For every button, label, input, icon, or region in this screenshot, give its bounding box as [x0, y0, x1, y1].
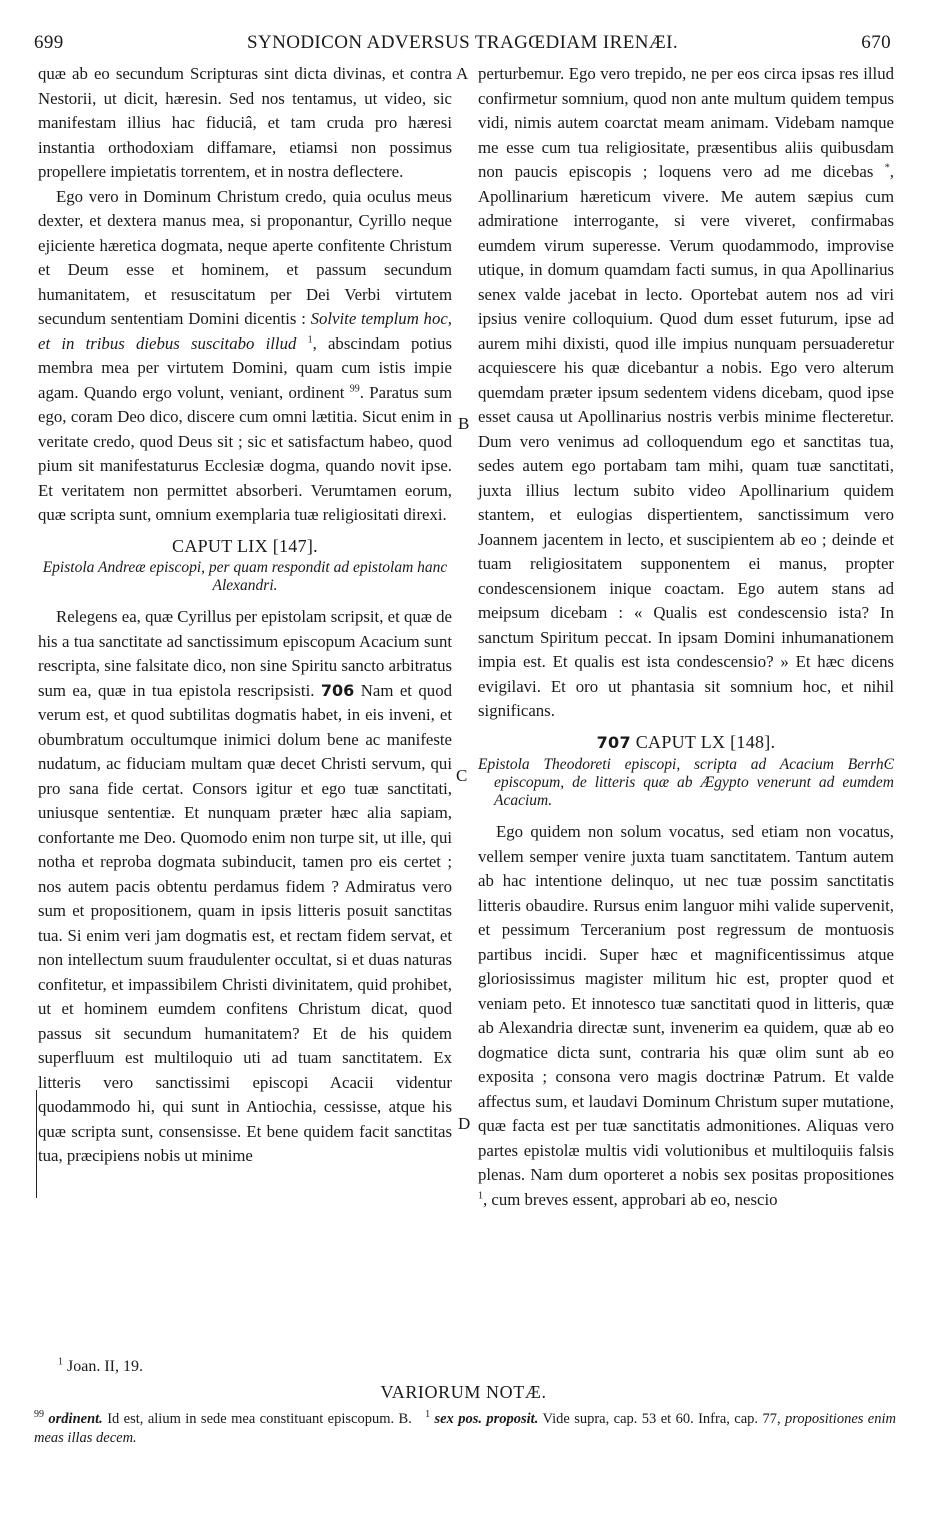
left-paragraph-3 — [38, 605, 452, 1169]
chapter-subtitle-lix: Epistola Andreæ episcopi, per quam respondit ad epistolam hanc Alexandri. — [42, 559, 448, 594]
left-paragraph-1: quæ ab eo secundum Scripturas sint dicta divinas, et contra Nestorii, ut dicit, hæresin. Sed nos tentamus, ut video, sic manifestam illius hac fiduciâ, et tam cruda pro hæresi instantia orthodoxiam diffamare, etiamsi non possimus propellere impietatis torrentem, et in nostra deflectere. — [38, 64, 452, 181]
right-paragraph-1 — [478, 62, 894, 724]
note-italic-text: propositiones enim meas illas decem. — [34, 1411, 896, 1446]
margin-marker-c: C — [456, 766, 468, 785]
right-column — [478, 62, 894, 1212]
note-text: Id est, alium in sede mea constituant episcopum. B. — [102, 1411, 412, 1427]
text-run: , abscindam potius membra mea per virtutem Domini, quam cum istis impie agam. Quando ergo volunt, veniant, ordinent — [38, 333, 452, 402]
right-paragraph-2 — [478, 820, 894, 1212]
note-lemma: sex pos. proposit. — [430, 1411, 539, 1427]
variorum-notes — [34, 1410, 896, 1448]
running-title: SYNODICON ADVERSUS TRAGŒDIAM IRENÆI. — [246, 32, 679, 53]
chapter-title: CAPUT LX [148]. — [630, 731, 776, 752]
margin-marker-d: D — [458, 1114, 471, 1133]
margin-rule — [36, 1090, 37, 1198]
text-run: perturbemur. Ego vero trepido, ne per eos circa ipsas res illud confirmetur somnium, quod non ante multum quidem tempus vidi, nimis autem coarctat meam animam. Videbam namque me esse cum tua religiositate, præsentibus aliis quibusdam non paucis episcopis ; loquens vero ad me dicebas — [478, 64, 894, 181]
migne-column-number: 706 — [320, 680, 355, 700]
variorum-title: VARIORUM NOTÆ. — [380, 1382, 547, 1402]
margin-marker-a: A — [456, 64, 469, 83]
footnote — [58, 1358, 143, 1376]
footnote-text: Joan. II, 19. — [63, 1358, 143, 1375]
scripture-quote: Solvite templum hoc, et in tribus diebus suscitabo illud — [38, 309, 452, 353]
note-lemma: ordinent. — [44, 1411, 103, 1427]
page-number-left: 699 — [34, 32, 64, 53]
footnote-mark: 1 — [58, 1356, 63, 1368]
text-run: . Paratus sum ego, coram Deo dico, discere cum omni lætitia. Sicut enim in veritate credo, quod Deus sit ; sic et satisfactum habeo, quod pium sit manifestaturus Ecclesiæ dogma, quando novit ipse. Et veritatem non permittet absorberi. Verumtamen eorum, quæ scripta sunt, omnium exemplaria tuæ religiositati direxi. — [38, 382, 452, 524]
text-run: Ego vero in Dominum Christum credo, quia oculus meus dexter, et dextera manus mea, si proponantur, Cyrillo neque ejiciente hæretica dogmata, neque aperte confitente Christum et Deum esse et hominem, et passum secundum humanitatem, et resuscitatum per Dei Verbi virtutem secundum sententiam Domini dicentis : — [38, 186, 452, 328]
chapter-subtitle-lx: Epistola Theodoreti episcopi, scripta ad Acacium BerrhϾ episcopum, de litteris quæ ab Ægypto venerunt ad eumdem Acacium. — [478, 756, 894, 809]
note-mark: 1 — [425, 1409, 431, 1421]
chapter-heading-lix: CAPUT LIX [147]. — [172, 535, 318, 556]
page-number-right: 670 — [861, 32, 891, 53]
running-header — [34, 32, 891, 58]
asterisk-ref: * — [884, 162, 890, 174]
margin-marker-b: B — [458, 414, 470, 433]
note-ref: 99 — [349, 382, 360, 394]
migne-column-number: 707 — [596, 732, 631, 752]
note-mark: 99 — [34, 1409, 44, 1421]
footnote-ref: 1 — [307, 333, 313, 345]
note-text: Vide supra, cap. 53 et 60. Infra, cap. 77, — [538, 1411, 785, 1427]
left-column — [38, 62, 452, 1169]
text-run: , cum breves essent, approbari ab eo, nescio — [483, 1189, 778, 1209]
chapter-heading-lx — [478, 730, 894, 756]
left-paragraph-2 — [38, 185, 452, 528]
text-run: Relegens ea, quæ Cyrillus per epistolam scripsit, et quæ de his a tua sanctitate ad sanctissimum episcopum Acacium sunt rescripta, sine falsitate dico, non sine Spiritu sancto arbitratus sum ea, quæ in tua epistola rescripsisti. — [38, 607, 452, 700]
text-run: , Apollinarium hæreticum vivere. Me autem sæpius cum admiratione interrogante, si vere viveret, confirmabas eumdem virum superesse. Verum quodammodo, improvise utique, in domum quamdam facti sumus, in qua Apollinarius senex valde jacebat in lecto. Oportebat autem nos ad viri ipsius venire colloquium. Quod dum esset futurum, ipse ad aurem mihi dixisti, quod ille impius nunquam persuaderetur acquiescere his quæ dicebantur a nobis. Ego vero alterum quemdam præter ipsum sedentem videns dicebam, quod ipse esset causa ut Apollinarius nostris verbis minime flecteretur. Dum vero venimus ad colloquendum ego et sanctitas tua, sedes autem ego portabam tam mihi, quam tuæ sanctitati, juxta illius lectum subito video Apollinarium quidem stantem, et eulogias dispertientem, sanctissimum vero Joannem jacentem in lecto, et suscipientem ab eo ; deinde et tuam religiositatem supponentem ei manus, propter condescensionem inique coactam. Ego autem stans ad meipsum dicebam : « Qualis est condescensio ista? In sanctum Spiritum peccat. In ipsam Domini inhumanationem impia est. Et qualis est ista condescensio? » Et hæc dicens evigilavi. Et oro ut phantasia sit somnium hoc, et nihil significans. — [478, 162, 894, 720]
footnote-ref: 1 — [478, 1189, 483, 1201]
text-run: Ego quidem non solum vocatus, sed etiam non vocatus, vellem semper venire juxta tuam sanctitatem. Tantum autem ab hac intentione delinquo, ut nec tuæ possim sanctitatis litteris obaudire. Rursus enim languor mihi valide supervenit, et pessimum Terceranium post regressum de montuosis partibus incidi. Super hæc et magnificentissimus atque gloriosissimus magister militum hic est, propter quod et veniam peto. Et innotesco tuæ sanctitati quod in litteris, quæ ab Alexandria directæ sunt, invenerim ea quidem, quæ ab eo dogmatice dicta sunt, contraria his quæ olim sunt ab eo exposita ; consona vero magis doctrinæ Patrum. Et valde affectus sum, et laudavi Dominum Christum super mutatione, quæ facta est per tuæ sanctitatis admonitiones. Aliquas vero partes epistolæ multis vidi volutionibus et multiloquiis falsis plenas. Nam dum oporteret a nobis sex positas propositiones — [478, 822, 894, 1184]
text-run: Nam et quod verum est, et quod subtilitas dogmatis habet, in eis inveni, et obumbratum occultumque inimici dolum bene ac manifeste nudatum, ac fiduciam multam quæ decet Christi servum, qui pro sana fide certat. Consors igitur et ego tuæ sanctitati, uniusque sententiæ. Et nunquam præter hæc alia sapiam, confortante me Deo. Quomodo enim non turpe sit, ut ille, qui notha et reproba dogmata subinducit, tamen pro eis certet ; nos autem pacis obtentu perdamus fidem ? Admiratus vero sum et propositionem, quam in ipsis litteris posuit sanctitas tua. Si enim veri jam dogmatis est, et rectam fidem servat, et non intellectum suum fraudulenter occultat, si et duas naturas confitetur, et impassibilem Christi divinitatem, quid prohibet, ut et hominem eumdem confitens Christum dicat, quod passus sit secundum humanitatem? Et de his quidem superfluum est multiloquio uti ad tuam sanctitatem. Ex litteris vero sanctissimi episcopi Acacii videntur quodammodo hi, qui sunt in Antiochia, cessisse, atque his quæ scripta sunt, consensisse. Et bene quidem facit sanctitas tua, præcipiens nobis ut minime — [38, 680, 452, 1165]
